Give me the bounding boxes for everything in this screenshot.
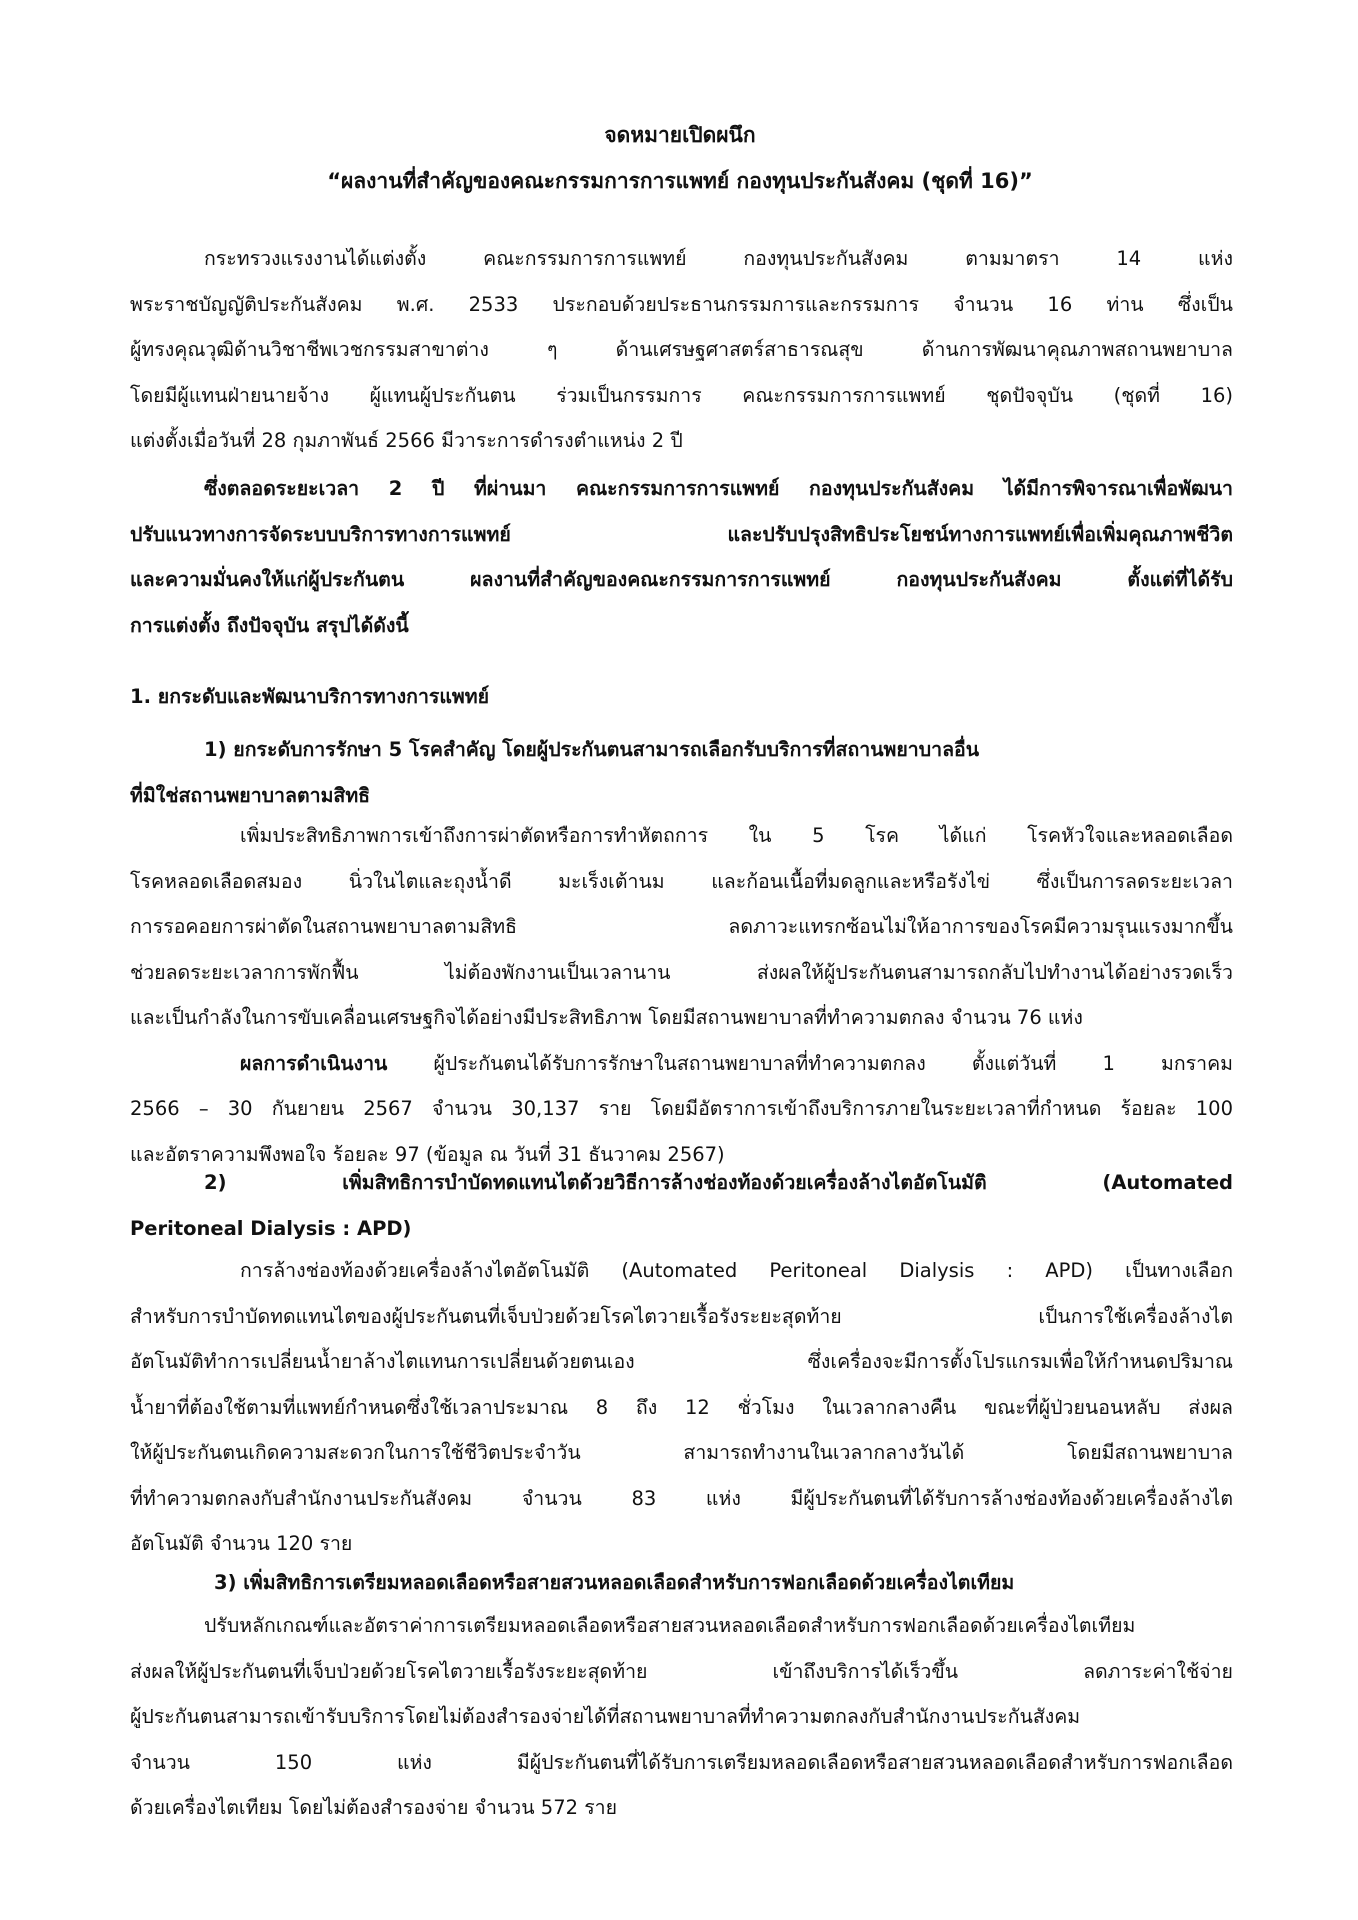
item-2-heading-line: Peritoneal Dialysis : APD) <box>130 1216 412 1240</box>
item-2-body-line: สำหรับการบำบัดทดแทนไตของผู้ประกันตนที่เจ็บป่วยด้วยโรคไตวายเรื้อรังระยะสุดท้าย เป็นการใช้เครื่องล้างไต <box>130 1304 1233 1328</box>
item-2-body-line: อัตโนมัติทำการเปลี่ยนน้ำยาล้างไตแทนการเปลี่ยนด้วยตนเอง ซึ่งเครื่องจะมีการตั้งโปรแกรมเพื่อให้กำหนดปริมาณ <box>130 1350 1233 1373</box>
intro-line: ผู้ทรงคุณวุฒิด้านวิชาชีพเวชกรรมสาขาต่าง ๆ ด้านเศรษฐศาสตร์สาธารณสุข ด้านการพัฒนาคุณภาพสถานพยาบาล <box>130 338 1233 361</box>
item-2-body-line: ที่ทำความตกลงกับสำนักงานประกันสังคม จำนวน 83 แห่ง มีผู้ประกันตนที่ได้รับการล้างช่องท้องด้วยเครื่องล้างไต <box>130 1486 1233 1510</box>
item-3-body-line: ส่งผลให้ผู้ประกันตนที่เจ็บป่วยด้วยโรคไตวายเรื้อรังระยะสุดท้าย เข้าถึงบริการได้เร็วขึ้น ลดภาระค่าใช้จ่าย <box>130 1659 1233 1683</box>
item-3-heading <box>130 1560 1233 1606</box>
section-1-heading <box>130 674 1233 720</box>
item-2-body-line: การล้างช่องท้องด้วยเครื่องล้างไตอัตโนมัติ (Automated Peritoneal Dialysis : APD) เป็นทางเลือก <box>240 1259 1233 1282</box>
item-1-result-line: 2566 – 30 กันยายน 2567 จำนวน 30,137 ราย โดยมีอัตราการเข้าถึงบริการภายในระยะเวลาที่กำหนด ร้อยละ 100 <box>130 1097 1233 1120</box>
title-line-2: “ผลงานที่สำคัญของคณะกรรมการการแพทย์ กองทุนประกันสังคม (ชุดที่ 16)” <box>327 169 1033 193</box>
item-2-body <box>130 1248 1233 1567</box>
item-1-body-line: ช่วยลดระยะเวลาการพักฟื้น ไม่ต้องพักงานเป็นเวลานาน ส่งผลให้ผู้ประกันตนสามารถกลับไปทำงานได้อย่างรวดเร็ว <box>130 960 1233 984</box>
result-label: ผลการดำเนินงาน <box>240 1051 388 1075</box>
item-2-body-line: อัตโนมัติ จำนวน 120 ราย <box>130 1532 353 1555</box>
document-title <box>130 112 1230 204</box>
title-line-1: จดหมายเปิดผนึก <box>604 123 756 147</box>
intro-line: แต่งตั้งเมื่อวันที่ 28 กุมภาพันธ์ 2566 มีวาระการดำรงตำแหน่ง 2 ปี <box>130 429 683 452</box>
item-1-body <box>130 813 1233 1177</box>
item-1-result-line: และอัตราความพึงพอใจ ร้อยละ 97 (ข้อมูล ณ วันที่ 31 ธันวาคม 2567) <box>130 1142 725 1166</box>
item-3-body <box>130 1603 1233 1831</box>
summary-line: ปรับแนวทางการจัดระบบบริการทางการแพทย์ และปรับปรุงสิทธิประโยชน์ทางการแพทย์เพื่อเพิ่มคุณภาพชีวิต <box>130 522 1233 546</box>
item-1-body-line: การรอคอยการผ่าตัดในสถานพยาบาลตามสิทธิ ลดภาวะแทรกซ้อนไม่ให้อาการของโรคมีความรุนแรงมากขึ้น <box>130 915 1233 938</box>
item-2-body-line: น้ำยาที่ต้องใช้ตามที่แพทย์กำหนดซึ่งใช้เวลาประมาณ 8 ถึง 12 ชั่วโมง ในเวลากลางคืน ขณะที่ผู้ป่วยนอนหลับ ส่งผล <box>130 1395 1233 1419</box>
item-1-heading <box>130 727 1233 818</box>
summary-paragraph <box>130 466 1233 648</box>
item-3-body-line: จำนวน 150 แห่ง มีผู้ประกันตนที่ได้รับการเตรียมหลอดเลือดหรือสายสวนหลอดเลือดสำหรับการฟอกเลือด <box>130 1750 1233 1774</box>
summary-line: ซึ่งตลอดระยะเวลา 2 ปี ที่ผ่านมา คณะกรรมการการแพทย์ กองทุนประกันสังคม ได้มีการพิจารณาเพื่อพัฒนา <box>204 477 1233 500</box>
item-2-body-line: ให้ผู้ประกันตนเกิดความสะดวกในการใช้ชีวิตประจำวัน สามารถทำงานในเวลากลางวันได้ โดยมีสถานพยาบาล <box>130 1441 1233 1464</box>
intro-line: กระทรวงแรงงานได้แต่งตั้ง คณะกรรมการการแพทย์ กองทุนประกันสังคม ตามมาตรา 14 แห่ง <box>204 247 1233 270</box>
item-2-heading-line: 2) เพิ่มสิทธิการบำบัดทดแทนไตด้วยวิธีการล้างช่องท้องด้วยเครื่องล้างไตอัตโนมัติ (Automated <box>204 1171 1233 1194</box>
item-1-body-line: เพิ่มประสิทธิภาพการเข้าถึงการผ่าตัดหรือการทำหัตถการ ใน 5 โรค ได้แก่ โรคหัวใจและหลอดเลือด <box>240 824 1233 847</box>
item-2-heading <box>130 1160 1233 1251</box>
item-1-heading-line: ที่มิใช่สถานพยาบาลตามสิทธิ <box>130 783 371 807</box>
intro-line: พระราชบัญญัติประกันสังคม พ.ศ. 2533 ประกอบด้วยประธานกรรมการและกรรมการ จำนวน 16 ท่าน ซึ่งเป็น <box>130 292 1233 316</box>
item-1-body-line: และเป็นกำลังในการขับเคลื่อนเศรษฐกิจได้อย่างมีประสิทธิภาพ โดยมีสถานพยาบาลที่ทำความตกลง จำนวน 76 แห่ง <box>130 1006 1083 1029</box>
item-3-body-line: ด้วยเครื่องไตเทียม โดยไม่ต้องสำรองจ่าย จำนวน 572 ราย <box>130 1796 618 1819</box>
item-3-body-line: ผู้ประกันตนสามารถเข้ารับบริการโดยไม่ต้องสำรองจ่ายได้ที่สถานพยาบาลที่ทำความตกลงกับสำนักงานประกันสังคม <box>130 1705 1081 1728</box>
section-1-heading-text: 1. ยกระดับและพัฒนาบริการทางการแพทย์ <box>130 685 490 708</box>
summary-line: และความมั่นคงให้แก่ผู้ประกันตน ผลงานที่สำคัญของคณะกรรมการการแพทย์ กองทุนประกันสังคม ตั้งแต่ที่ได้รับ <box>130 568 1233 591</box>
item-1-result-line <box>130 1041 1233 1087</box>
summary-line: การแต่งตั้ง ถึงปัจจุบัน สรุปได้ดังนี้ <box>130 613 409 637</box>
item-1-body-line: โรคหลอดเลือดสมอง นิ่วในไตและถุงน้ำดี มะเร็งเต้านม และก้อนเนื้อที่มดลูกและหรือรังไข่ ซึ่งเป็นการลดระยะเวลา <box>130 869 1233 893</box>
item-3-heading-line: 3) เพิ่มสิทธิการเตรียมหลอดเลือดหรือสายสวนหลอดเลือดสำหรับการฟอกเลือดด้วยเครื่องไตเทียม <box>214 1571 1015 1594</box>
item-1-heading-line: 1) ยกระดับการรักษา 5 โรคสำคัญ โดยผู้ประกันตนสามารถเลือกรับบริการที่สถานพยาบาลอื่น <box>204 738 980 761</box>
item-3-body-line: ปรับหลักเกณฑ์และอัตราค่าการเตรียมหลอดเลือดหรือสายสวนหลอดเลือดสำหรับการฟอกเลือดด้วยเครื่องไตเทียม <box>204 1614 1136 1637</box>
result-text: ผู้ประกันตนได้รับการรักษาในสถานพยาบาลที่ทำความตกลง ตั้งแต่วันที่ 1 มกราคม <box>387 1051 1233 1075</box>
intro-line: โดยมีผู้แทนฝ่ายนายจ้าง ผู้แทนผู้ประกันตน ร่วมเป็นกรรมการ คณะกรรมการการแพทย์ ชุดปัจจุบัน (ชุดที่ 16) <box>130 383 1233 407</box>
intro-paragraph <box>130 236 1233 464</box>
